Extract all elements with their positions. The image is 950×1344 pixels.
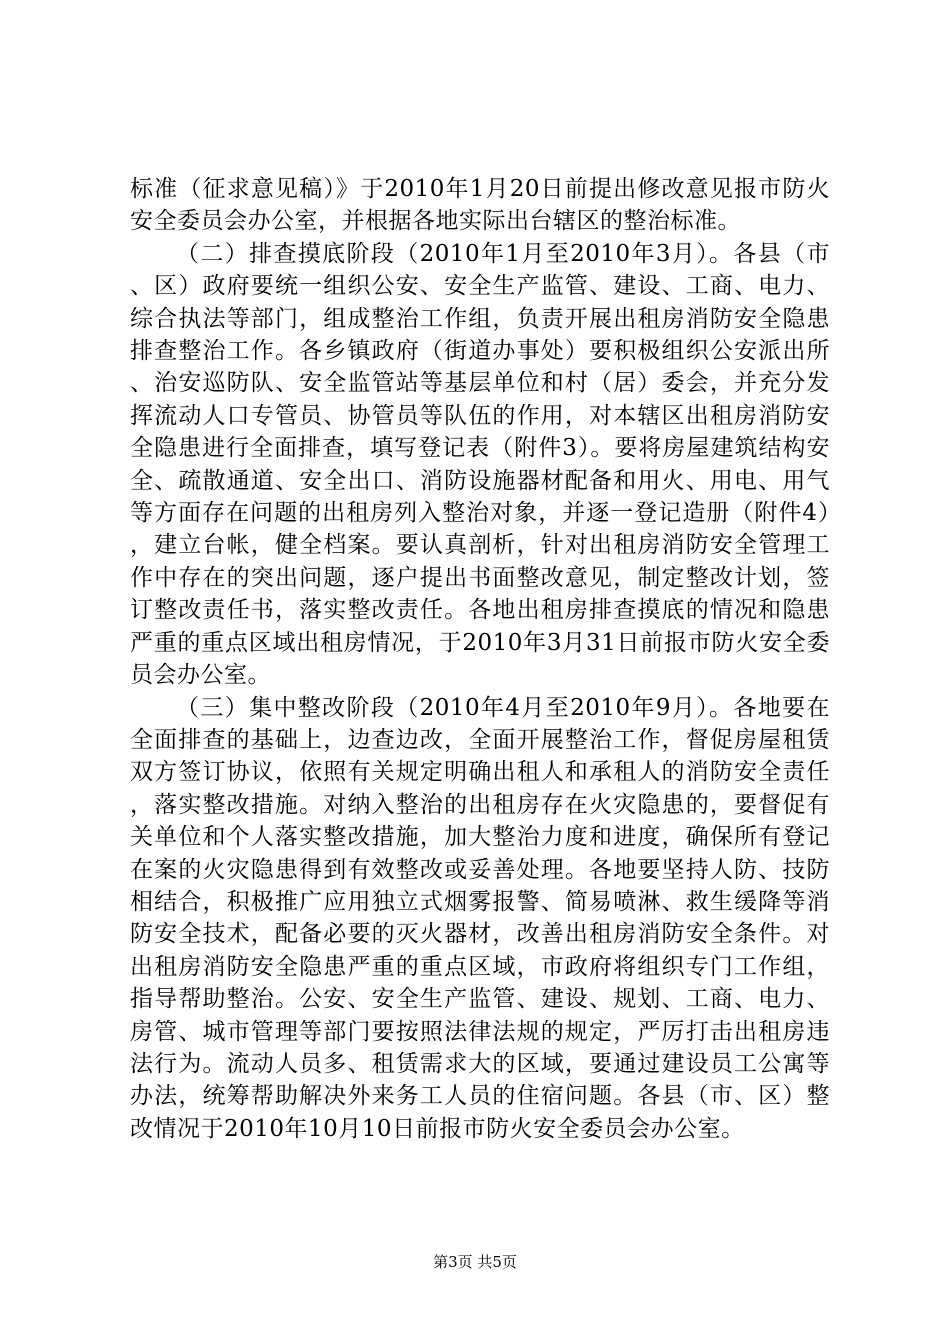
paragraph-rectification-stage: （三）集中整改阶段（2010年4月至2010年9月）。各地要在全面排查的基础上，边查边改，全面开展整治工作，督促房屋租赁双方签订协议，依照有关规定明确出租人和承租人的消防安全责任，落实整改措施。对纳入整治的出租房存在火灾隐患的，要督促有关单位和个人落实整改措施，加大整治力度和进度，确保所有登记在案的火灾隐患得到有效整改或妥善处理。各地要坚持人防、技防相结合，积极推广应用独立式烟雾报警、简易喷淋、救生缓降等消防安全技术，配备必要的灭火器材，改善出租房消防安全条件。对出租房消防安全隐患严重的重点区域，市政府将组织专门工作组，指导帮助整治。公安、安全生产监管、建设、规划、工商、电力、房管、城市管理等部门要按照法律法规的规定，严厉打击出租房违法行为。流动人员多、租赁需求大的区域，要通过建设员工公寓等办法，统筹帮助解决外来务工人员的住宿问题。各县（市、区）整改情况于2010年10月10日前报市防火安全委员会办公室。	[130, 694, 830, 1142]
document-body	[130, 173, 830, 1145]
page-number-footer: 第3页 共5页	[433, 1253, 517, 1271]
paragraph-continued: 标准（征求意见稿）》于2010年1月20日前提出修改意见报市防火安全委员会办公室，并根据各地实际出台辖区的整治标准。	[130, 176, 830, 235]
paragraph-investigation-stage: （二）排查摸底阶段（2010年1月至2010年3月）。各县（市、区）政府要统一组织公安、安全生产监管、建设、工商、电力、综合执法等部门，组成整治工作组，负责开展出租房消防安全隐患排查整治工作。各乡镇政府（街道办事处）要积极组织公安派出所、治安巡防队、安全监管站等基层单位和村（居）委会，并充分发挥流动人口专管员、协管员等队伍的作用，对本辖区出租房消防安全隐患进行全面排查，填写登记表（附件3）。要将房屋建筑结构安全、疏散通道、安全出口、消防设施器材配备和用火、用电、用气等方面存在问题的出租房列入整治对象，并逐一登记造册（附件4），建立台帐，健全档案。要认真剖析，针对出租房消防安全管理工作中存在的突出问题，逐户提出书面整改意见，制定整改计划，签订整改责任书，落实整改责任。各地出租房排查摸底的情况和隐患严重的重点区域出租房情况，于2010年3月31日前报市防火安全委员会办公室。	[130, 240, 830, 689]
